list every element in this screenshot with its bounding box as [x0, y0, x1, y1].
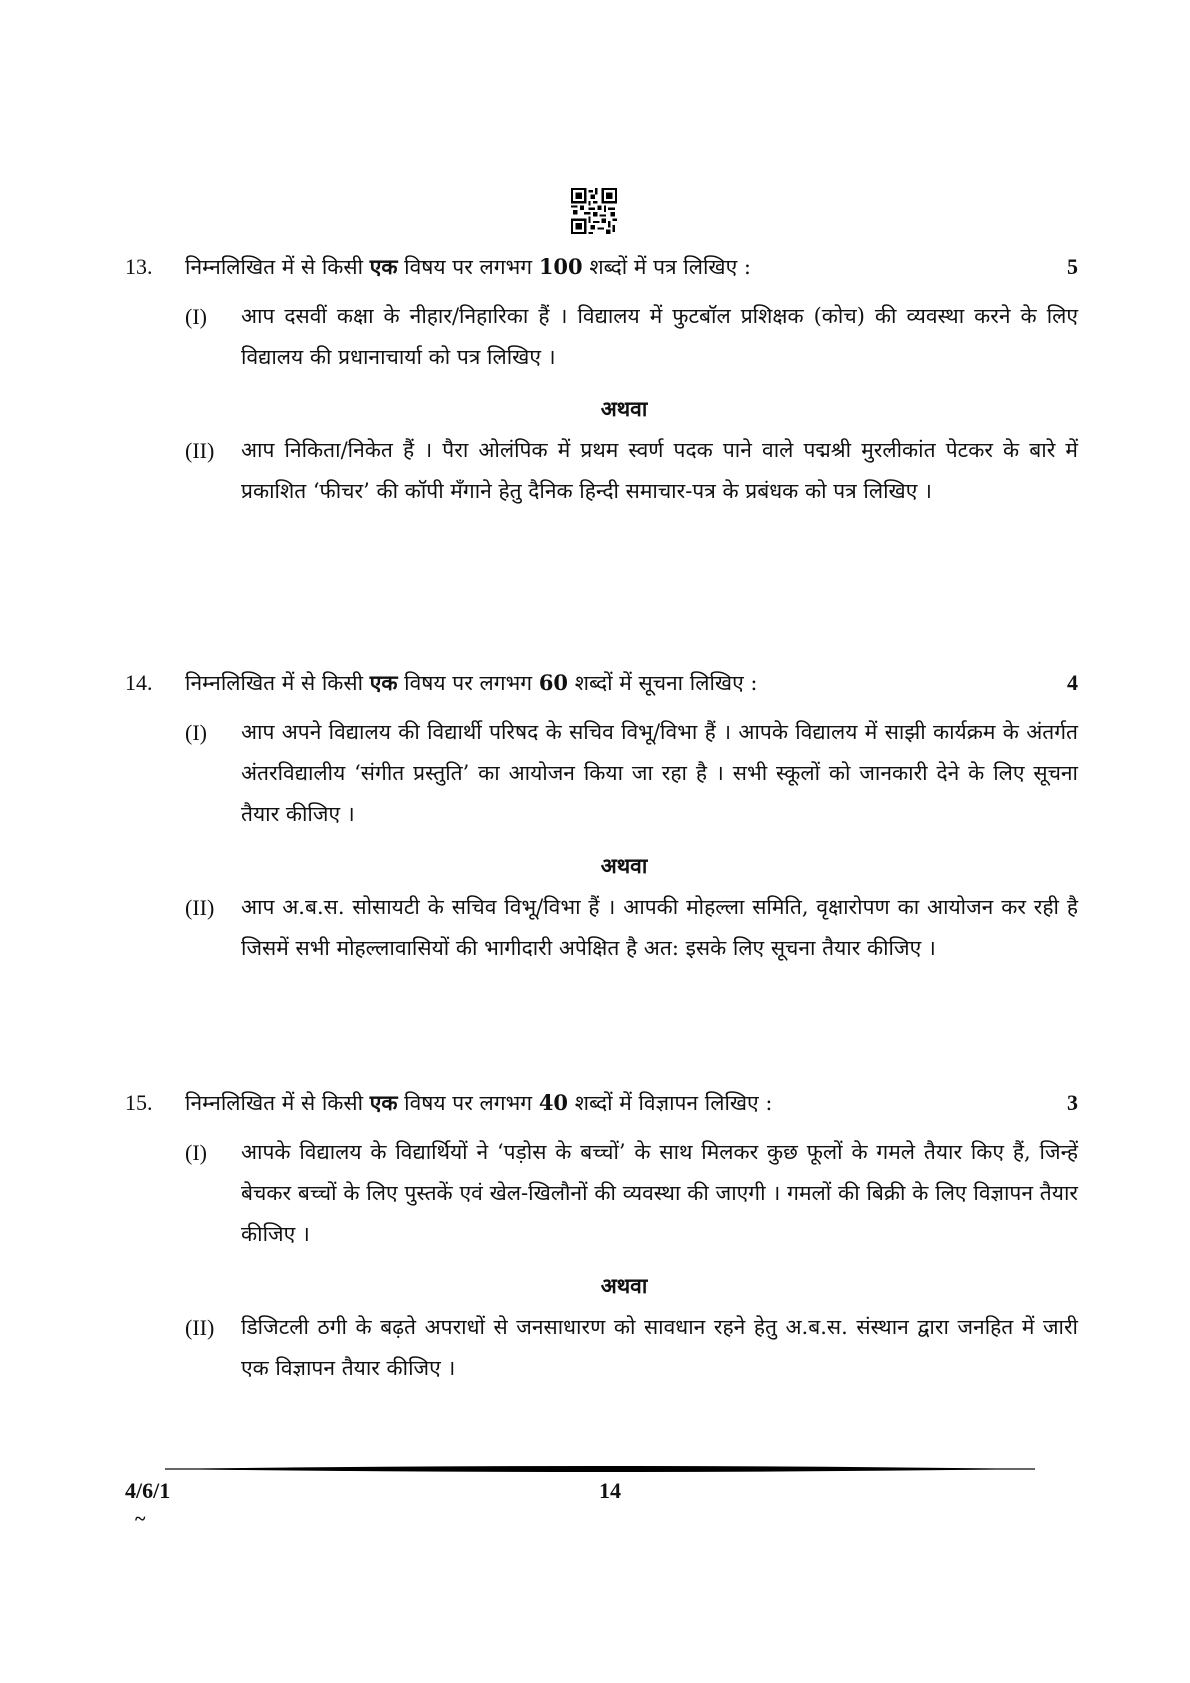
question-instruction: निम्नलिखित में से किसी एक विषय पर लगभग 100 शब्दों में पत्र लिखिए :: [185, 254, 751, 279]
option-text: आपके विद्यालय के विद्यार्थियों ने ‘पड़ोस के बच्चों’ के साथ मिलकर कुछ फूलों के गमले तैयार किए हैं, जिन्हें बेचकर बच्चों के लिए पुस्तकें एवं खेल-खिलौनों की व्यवस्था की जाएगी । गमलों की बिक्री के लिए विज्ञापन तैयार कीजिए ।: [241, 1140, 1078, 1246]
qr-code-icon: [571, 188, 617, 234]
option-ii: [185, 430, 1078, 512]
option-label: (I): [185, 304, 207, 329]
footer-mark: ~: [135, 1508, 146, 1530]
or-divider: अथवा: [600, 853, 648, 878]
option-text: आप निकिता/निकेत हैं । पैरा ओलंपिक में प्रथम स्वर्ण पदक पाने वाले पद्मश्री मुरलीकांत पेटकर के बारे में प्रकाशित ‘फीचर’ की कॉपी मँगाने हेतु दैनिक हिन्दी समाचार-पत्र के प्रबंधक को पत्र लिखिए ।: [241, 438, 1078, 503]
option-label: (I): [185, 720, 207, 745]
question-marks: 3: [1067, 1090, 1078, 1115]
option-i: [185, 296, 1078, 378]
option-text: आप अ.ब.स. सोसायटी के सचिव विभू/विभा हैं । आपकी मोहल्ला समिति, वृक्षारोपण का आयोजन कर रही है जिसमें सभी मोहल्लावासियों की भागीदारी अपेक्षित है अत: इसके लिए सूचना तैयार कीजिए ।: [241, 895, 1078, 960]
question-number: 13.: [125, 254, 153, 279]
question-marks: 5: [1067, 254, 1078, 279]
or-divider: अथवा: [600, 396, 648, 421]
option-i: [185, 1132, 1078, 1255]
question-instruction: निम्नलिखित में से किसी एक विषय पर लगभग 40 शब्दों में विज्ञापन लिखिए :: [185, 1090, 773, 1115]
option-label: (II): [185, 438, 215, 463]
option-text: आप अपने विद्यालय की विद्यार्थी परिषद के सचिव विभू/विभा हैं । आपके विद्यालय में साझी कार्यक्रम के अंतर्गत अंतरविद्यालीय ‘संगीत प्रस्तुति’ का आयोजन किया जा रहा है । सभी स्कूलों को जानकारी देने के लिए सूचना तैयार कीजिए ।: [241, 720, 1078, 826]
page-number: 14: [599, 1478, 621, 1503]
paper-code: 4/6/1: [125, 1478, 171, 1503]
option-text: डिजिटली ठगी के बढ़ते अपराधों से जनसाधारण को सावधान रहने हेतु अ.ब.स. संस्थान द्वारा जनहित में जारी एक विज्ञापन तैयार कीजिए ।: [241, 1315, 1078, 1380]
option-label: (I): [185, 1140, 207, 1165]
question-marks: 4: [1067, 670, 1078, 695]
option-text: आप दसवीं कक्षा के नीहार/निहारिका हैं । विद्यालय में फुटबॉल प्रशिक्षक (कोच) की व्यवस्था करने के लिए विद्यालय की प्रधानाचार्या को पत्र लिखिए ।: [241, 304, 1078, 369]
option-label: (II): [185, 895, 215, 920]
question-14: [125, 668, 1078, 969]
question-number: 14.: [125, 670, 153, 695]
question-instruction: निम्नलिखित में से किसी एक विषय पर लगभग 60 शब्दों में सूचना लिखिए :: [185, 670, 758, 695]
option-ii: [185, 887, 1078, 969]
question-13: [125, 252, 1078, 512]
question-number: 15.: [125, 1090, 153, 1115]
option-i: [185, 712, 1078, 835]
question-15: [125, 1088, 1078, 1389]
footer-divider: [165, 1465, 1035, 1473]
option-ii: [185, 1307, 1078, 1389]
option-label: (II): [185, 1315, 215, 1340]
or-divider: अथवा: [600, 1273, 648, 1298]
